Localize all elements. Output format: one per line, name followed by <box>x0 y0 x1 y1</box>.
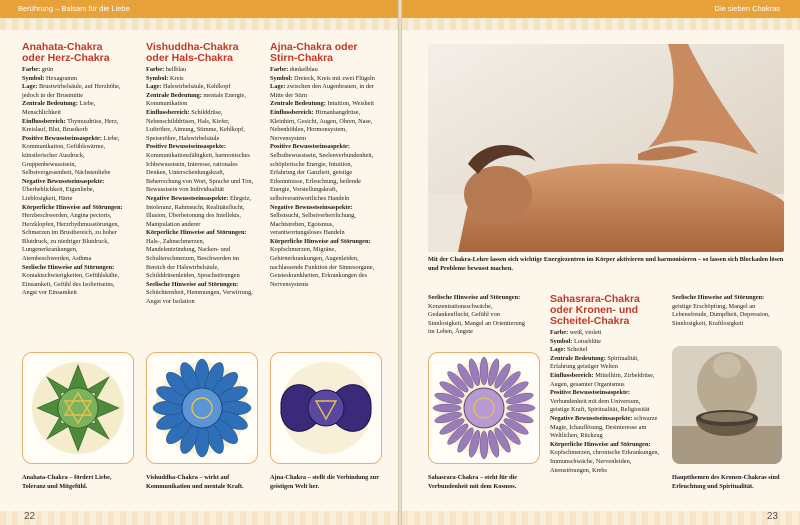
singing-bowl-image <box>672 346 782 464</box>
entry-label: Negative Bewusstseinsaspekte: <box>550 414 633 422</box>
entry-line <box>428 294 532 337</box>
entry-line <box>270 238 378 290</box>
page-number-right: 23 <box>766 511 778 522</box>
entry-text: Brustwirbelsäule, auf Herzhöhe, jedoch in der Brustmitte <box>22 83 121 99</box>
entry-text: Kommunikationsfähigkeit, harmonisches Ichbewusstsein, Interesse, rationales Denken, Unterscheidungskraft, Beherrschung von Wort, Sprache und Ton, Bewusstsein von Individualität <box>146 151 254 194</box>
entry-label: Negative Bewusstseinsaspekte: <box>146 194 229 202</box>
entry-text: Liebe, Menschlichkeit <box>22 100 96 116</box>
entry-text: Kopfschmerzen, chronische Erkrankungen, Immunschwäche, Nervenleiden, Atemstörungen, Krebs <box>550 449 660 474</box>
vishuddha-title: Vishuddha-Chakra oder Hals-Chakra <box>146 41 239 64</box>
singing-bowl-photo <box>672 346 782 464</box>
sahasrara-caption: Sahasrara-Chakra – steht für die Verbundenheit mit dem Kosmos. <box>428 474 518 490</box>
ajna-continued-column <box>428 294 532 337</box>
entry-text: Überheblichkeit, Eigenliebe, Lieblosigkeit, Härte <box>22 186 95 202</box>
entry-label: Farbe: <box>270 66 289 73</box>
vishuddha-chakra-icon <box>147 353 257 463</box>
entry-label: Farbe: <box>550 329 569 336</box>
entry-label: Zentrale Bedeutung: <box>270 100 326 108</box>
entry-line <box>22 264 126 298</box>
entry-line <box>22 83 126 100</box>
entry-line <box>270 66 378 75</box>
entry-text: weiß, violett <box>568 329 602 336</box>
anahata-image <box>22 352 134 464</box>
vishuddha-column <box>146 42 254 307</box>
entry-text: Lotusblüte <box>572 337 601 345</box>
entry-label: Positive Bewusstseinsaspekte: <box>146 143 226 151</box>
left-page <box>0 0 398 525</box>
entry-line <box>550 355 660 372</box>
entry-label: Symbol: <box>270 74 293 82</box>
entry-label: Zentrale Bedeutung: <box>146 91 202 99</box>
ajna-continued-entries <box>428 294 532 337</box>
entry-line <box>22 118 126 135</box>
ajna-image <box>270 352 382 464</box>
header-ornament <box>0 18 398 30</box>
entry-line <box>22 204 126 264</box>
photo-caption: Mit der Chakra-Lehre lassen sich wichtige Energiezentren im Körper aktivieren und harmonisieren – so lassen sich Blockaden lösen und Probleme bewusst machen. <box>428 256 784 272</box>
anahata-title: Anahata-Chakra oder Herz-Chakra <box>22 41 110 64</box>
entry-line <box>550 329 660 338</box>
entry-line <box>550 389 660 415</box>
entry-text: Kopfschmerzen, Migräne, Gehirnerkrankungen, Augenleiden, nachlassende Funktion der Sinnesorgane, Geisteskrankheiten, Erkrankungen des Nervensystems <box>270 246 375 288</box>
entry-line <box>22 75 126 84</box>
entry-label: Lage: <box>550 346 566 354</box>
entry-line <box>22 178 126 204</box>
entry-label: Körperliche Hinweise auf Störungen: <box>22 203 123 211</box>
entry-text: zwischen den Augenbrauen, in der Mitte der Stirn <box>270 83 374 99</box>
left-running-header: Berührung – Balsam für die Liebe <box>0 0 398 18</box>
footer-ornament <box>402 511 800 525</box>
entry-text: Hals-, Zahnschmerzen, Mandelentzündung, Nacken- und Schulterschmerzen, Beschwerden im Bereich der Halswirbelsäule, Schilddrüsenleiden, Sprachstörungen <box>146 237 240 280</box>
ajna-entries <box>270 66 378 289</box>
entry-line <box>146 281 254 307</box>
entry-line <box>146 229 254 281</box>
anahata-caption: Anahata-Chakra – fördert Liebe, Toleranz und Mitgefühl. <box>22 474 112 490</box>
crown-caption: Hauptthemen des Kronen-Chakras sind Erleuchtung und Spiritualität. <box>672 474 780 490</box>
entry-text: grün <box>40 66 54 73</box>
entry-label: Einflussbereich: <box>550 371 594 379</box>
entry-text: Dreieck, Kreis mit zwei Flügeln <box>292 74 375 82</box>
entry-text: Selbstsucht, Selbstverherrlichung, Machtstreben, Egoismus, verantwortungsloses Handeln <box>270 212 356 237</box>
entry-text: Thymusdrüse, Herz, Kreislauf, Blut, Brustkorb <box>22 117 119 134</box>
entry-line <box>270 143 378 203</box>
entry-label: Körperliche Hinweise auf Störungen: <box>270 237 371 245</box>
entry-label: Seelische Hinweise auf Störungen: <box>672 294 765 301</box>
entry-line <box>550 346 660 355</box>
entry-line <box>146 92 254 109</box>
entry-text: hellblau <box>164 66 187 73</box>
entry-label: Positive Bewusstseinsaspekte: <box>550 389 630 397</box>
entry-label: Zentrale Bedeutung: <box>22 100 78 108</box>
entry-line <box>22 66 126 75</box>
entry-text: Halswirbelsäule, Kehlkopf <box>161 83 231 91</box>
entry-line <box>270 100 378 109</box>
entry-label: Symbol: <box>22 74 45 82</box>
entry-line <box>146 143 254 195</box>
entry-line <box>146 66 254 75</box>
entry-text: schwarze Magie, Ichauflösung, Desinteresse am Weltlichen, Rückzug <box>550 414 658 440</box>
entry-line <box>146 109 254 143</box>
entry-label: Negative Bewusstseinsaspekte: <box>22 177 105 185</box>
entry-label: Farbe: <box>22 66 41 73</box>
vishuddha-entries <box>146 66 254 307</box>
entry-line <box>270 75 378 84</box>
massage-photo <box>428 44 784 252</box>
entry-label: Lage: <box>270 83 286 91</box>
entry-line <box>550 441 660 475</box>
entry-text: Hirnanhangdrüse, Kleinhirn, Gesicht, Augen, Ohren, Nase, Nebenhöhlen, Hormonsystem, Nervensystem <box>270 108 373 142</box>
ajna-column <box>270 42 378 289</box>
entry-label: Symbol: <box>146 74 169 82</box>
entry-label: Lage: <box>146 83 162 91</box>
entry-text: Herzbeschwerden, Angina pectoris, Herzklopfen, Herzrhythmusstörungen, Schmerzen im Brustbereich, zu hoher Blutdruck, zu niedriger Blutdruck, Lungenerkrankungen, Atembeschwerden, Asthma <box>22 212 120 263</box>
entry-label: Körperliche Hinweise auf Störungen: <box>550 440 651 448</box>
entry-label: Seelische Hinweise auf Störungen: <box>22 263 115 271</box>
entry-text: Kreis <box>168 74 184 82</box>
sahasrara-continued-entries <box>672 294 784 328</box>
massage-photo-image <box>428 44 784 252</box>
entry-text: mentale Energie, Kommunikation <box>146 91 246 108</box>
entry-line <box>22 135 126 178</box>
entry-text: Konzentrationsschwäche, Gedankenflucht, Gefühl von Sinnlosigkeit, Mangel an Orientierung im Leben, Ängste <box>428 302 525 336</box>
entry-line <box>146 195 254 229</box>
right-page <box>402 0 800 525</box>
anahata-column <box>22 42 126 298</box>
sahasrara-chakra-icon <box>429 353 539 463</box>
entry-line <box>270 204 378 238</box>
ajna-title: Ajna-Chakra oder Stirn-Chakra <box>270 41 358 64</box>
entry-text: Scheitel <box>565 346 588 354</box>
entry-line <box>270 83 378 100</box>
entry-text: Verbundenheit mit dem Universum, geistige Kraft, Spiritualität, Religiosität <box>550 397 650 414</box>
vishuddha-image <box>146 352 258 464</box>
entry-label: Farbe: <box>146 66 165 73</box>
entry-label: Positive Bewusstseinsaspekte: <box>270 143 350 151</box>
entry-label: Zentrale Bedeutung: <box>550 354 606 362</box>
page-number-left: 22 <box>24 511 36 522</box>
entry-line <box>146 83 254 92</box>
sahasrara-column <box>550 294 660 475</box>
entry-label: Einflussbereich: <box>270 108 314 116</box>
anahata-chakra-icon <box>23 353 133 463</box>
vishuddha-caption: Vishuddha-Chakra – wirkt auf Kommunikation und mentale Kraft. <box>146 474 244 490</box>
right-running-header: Die sieben Chakras <box>402 0 800 18</box>
entry-text: Spiritualität, Erfahrung geistiger Welten <box>550 354 639 371</box>
entry-label: Negative Bewusstseinsaspekte: <box>270 203 353 211</box>
entry-line <box>550 415 660 441</box>
footer-ornament <box>0 511 398 525</box>
entry-text: Hexagramm <box>44 74 78 82</box>
entry-label: Einflussbereich: <box>146 108 190 116</box>
entry-text: dunkelblau <box>288 66 318 73</box>
entry-text: Mittelhirn, Zirbeldrüse, Augen, gesamter Organismus <box>550 371 655 388</box>
ajna-chakra-icon <box>271 353 381 463</box>
entry-line <box>22 100 126 117</box>
entry-text: Schilddrüse, Nebenschilddrüsen, Hals, Kiefer, Luftröhre, Atmung, Stimme, Kehlkopf, Speiseröhre, Halswirbelsäule <box>146 108 245 142</box>
entry-label: Seelische Hinweise auf Störungen: <box>146 280 239 288</box>
entry-text: geistige Erschöpfung, Mangel an Lebensfreude, Dumpfheit, Depression, Sinnlosigkeit, Kraftlosigkeit <box>672 302 770 327</box>
anahata-entries <box>22 66 126 298</box>
ajna-caption: Ajna-Chakra – stellt die Verbindung zur geistigen Welt her. <box>270 474 379 490</box>
entry-line <box>270 109 378 143</box>
entry-line <box>550 338 660 347</box>
entry-line <box>672 294 784 328</box>
entry-label: Positive Bewusstseinsaspekte: <box>22 134 102 142</box>
entry-text: Kontaktschwierigkeiten, Gefühlskälte, Einsamkeit, Gefühl des Isoliertseins, Angst vor Einsamkeit <box>22 272 120 297</box>
entry-text: Schüchternheit, Hemmungen, Verwirrung, Angst vor Isolation <box>146 289 253 306</box>
sahasrara-title: Sahasrara-Chakra oder Kronen- und Scheitel-Chakra <box>550 293 640 327</box>
sahasrara-image <box>428 352 540 464</box>
entry-label: Lage: <box>22 83 38 91</box>
sahasrara-entries <box>550 329 660 475</box>
entry-label: Körperliche Hinweise auf Störungen: <box>146 229 247 237</box>
entry-label: Seelische Hinweise auf Störungen: <box>428 294 521 301</box>
entry-label: Symbol: <box>550 337 573 345</box>
entry-text: Liebe, Kommunikation, Gefühlswärme, künstlerischer Ausdruck, Gruppenbewusstsein, Selbstvergessenheit, Nächstenliebe <box>22 134 120 177</box>
header-ornament <box>402 18 800 30</box>
entry-line <box>550 372 660 389</box>
sahasrara-continued-column <box>672 294 784 328</box>
entry-line <box>146 75 254 84</box>
entry-text: Selbstbewusstsein, Seelenverbundenheit, schöpferische Energie, Intuition, Erfahrung der Ganzheit, geistige Erkenntnisse, Erleuchtung, heilende Energie, Vorstellungskraft, selbstverantwortliches Handeln <box>270 151 374 202</box>
entry-text: Ehrgeiz, Intoleranz, Rahmsucht, Realitätsflucht, Illusion, Überbetonung des Intellekts, Manipulation anderer <box>146 194 252 228</box>
entry-label: Einflussbereich: <box>22 117 66 125</box>
entry-text: Intuition, Weisheit <box>325 100 374 108</box>
